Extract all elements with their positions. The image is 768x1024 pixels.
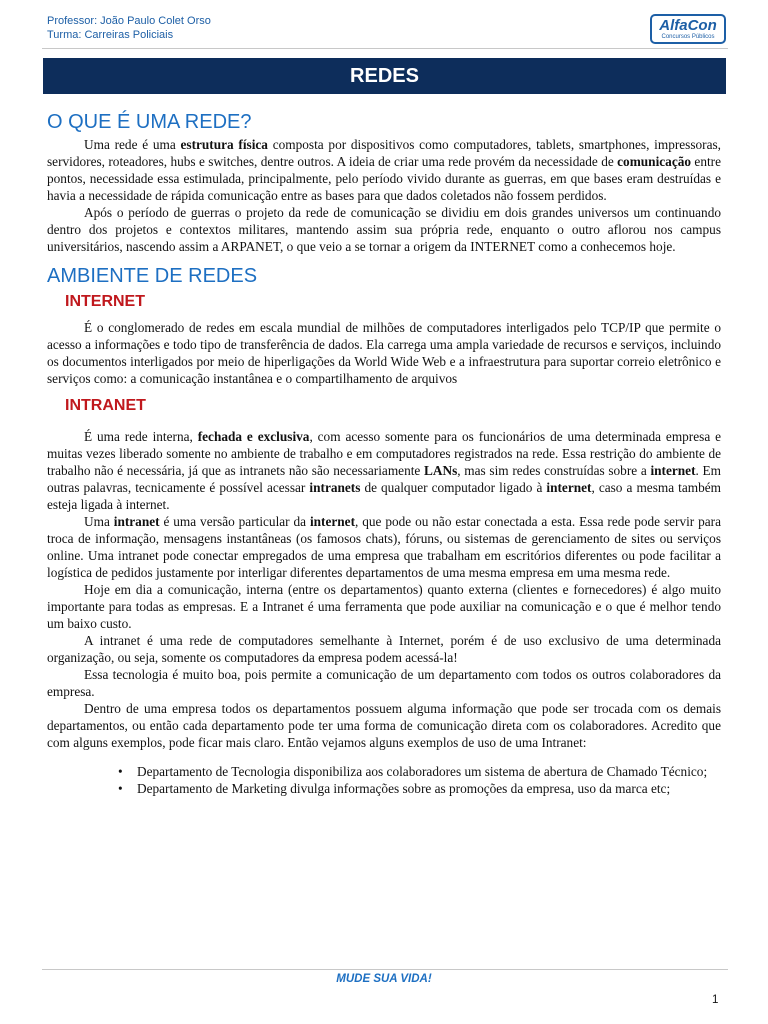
class-name: Turma: Carreiras Policiais bbox=[47, 29, 174, 41]
logo-sub-text: Concursos Públicos bbox=[661, 34, 715, 40]
professor-name: Professor: João Paulo Colet Orso bbox=[47, 15, 211, 27]
footer-divider bbox=[42, 969, 728, 970]
subsection-title-internet: INTERNET bbox=[65, 293, 145, 310]
paragraph: É uma rede interna, fechada e exclusiva, com acesso somente para os funcionários de uma determinada empresa e muitas vezes liberado somente no ambiente de trabalho e em computadores registrados na rede. Essa restrição do ambiente de trabalho não é necessária, já que as intranets não são necessariamente LANs, mas sim redes construídas sobre a internet. Em outras palavras, tecnicamente é possível acessar intranets de qualquer computador ligado à internet, caso a mesma também esteja ligada à internet. bbox=[47, 429, 722, 512]
paragraph: É o conglomerado de redes em escala mundial de milhões de computadores interligados pelo TCP/IP que permite o acesso a informações e todo tipo de transferência de dados. Ela carrega uma ampla variedade de recursos e serviços, incluindo os documentos interligados por meio de hiperligações da World Wide Web e a infraestrutura para suportar correio eletrônico e serviços como: a comunicação instantânea e o compartilhamento de arquivos bbox=[47, 320, 721, 386]
page-title-banner: REDES bbox=[43, 58, 726, 94]
paragraph: Após o período de guerras o projeto da rede de comunicação se dividiu em dois grandes universos um continuando dentro dos projetos e contextos militares, mantendo assim sua própria rede, enquanto o outro aflorou nos campus universitários, nascendo assim a ARPANET, o que veio a se tornar a origem da INTERNET como a conhecemos hoje. bbox=[47, 205, 721, 254]
list-item: • Departamento de Marketing divulga informações sobre as promoções da empresa, uso da marca etc; bbox=[137, 780, 721, 797]
section-title-ambiente: AMBIENTE DE REDES bbox=[47, 265, 258, 287]
paragraph: Essa tecnologia é muito boa, pois permite a comunicação de um departamento com todos os outros colaboradores da empresa. bbox=[47, 667, 721, 699]
paragraph: Uma rede é uma estrutura física composta por dispositivos como computadores, tablets, smartphones, impressoras, servidores, roteadores, hubs e switches, dentre outros. A ideia de criar uma rede provém da necessidade de comunicação entre pontos, necessidade essa estimulada, principalmente, pelo período vivido durante as guerras, em que bases eram destruídas e havia a necessidade de rápida comunicação entre as bases para que dados coletados não fossem perdidos. bbox=[47, 137, 722, 203]
header-divider bbox=[42, 48, 728, 49]
logo-main-text: AlfaCon bbox=[659, 17, 717, 34]
paragraph: Uma intranet é uma versão particular da internet, que pode ou não estar conectada a esta. Essa rede pode servir para troca de informação, mensagens instantâneas (os famosos chats), fóruns, ou sistemas de gerenciamento de sites ou serviços online. Uma intranet pode conectar empregados de uma empresa que trabalham em escritórios diferentes ou pode facilitar a logística de pedidos justamente por interligar diferentes departamentos de uma mesma empresa em uma mesma rede. bbox=[47, 514, 721, 580]
list-item: • Departamento de Tecnologia disponibiliza aos colaboradores um sistema de abertura de Chamado Técnico; bbox=[137, 763, 721, 780]
document-body bbox=[47, 108, 721, 797]
subsection-title-intranet: INTRANET bbox=[65, 397, 146, 414]
paragraph: A intranet é uma rede de computadores semelhante à Internet, porém é de uso exclusivo de uma determinada organização, ou seja, somente os computadores da empresa podem acessá-la! bbox=[47, 633, 721, 665]
paragraph: Dentro de uma empresa todos os departamentos possuem alguma informação que pode ser trocada com os demais departamentos, ou então cada departamento pode ter uma forma de comunicação direta com os colaboradores. Acredito que com alguns exemplos, pode ficar mais claro. Então vejamos alguns exemplos de uso de uma Intranet: bbox=[47, 701, 721, 750]
alfacon-logo bbox=[650, 14, 726, 44]
section-title-what-is: O QUE É UMA REDE? bbox=[47, 111, 252, 133]
footer-slogan: MUDE SUA VIDA! bbox=[336, 973, 432, 985]
paragraph: Hoje em dia a comunicação, interna (entre os departamentos) quanto externa (clientes e fornecedores) é algo muito importante para todas as empresas. E a Intranet é uma ferramenta que pode auxiliar na comunicação e o que é melhor tendo um baixo custo. bbox=[47, 582, 721, 631]
page-number: 1 bbox=[712, 994, 719, 1006]
header-info bbox=[47, 14, 211, 42]
examples-list bbox=[47, 763, 721, 797]
